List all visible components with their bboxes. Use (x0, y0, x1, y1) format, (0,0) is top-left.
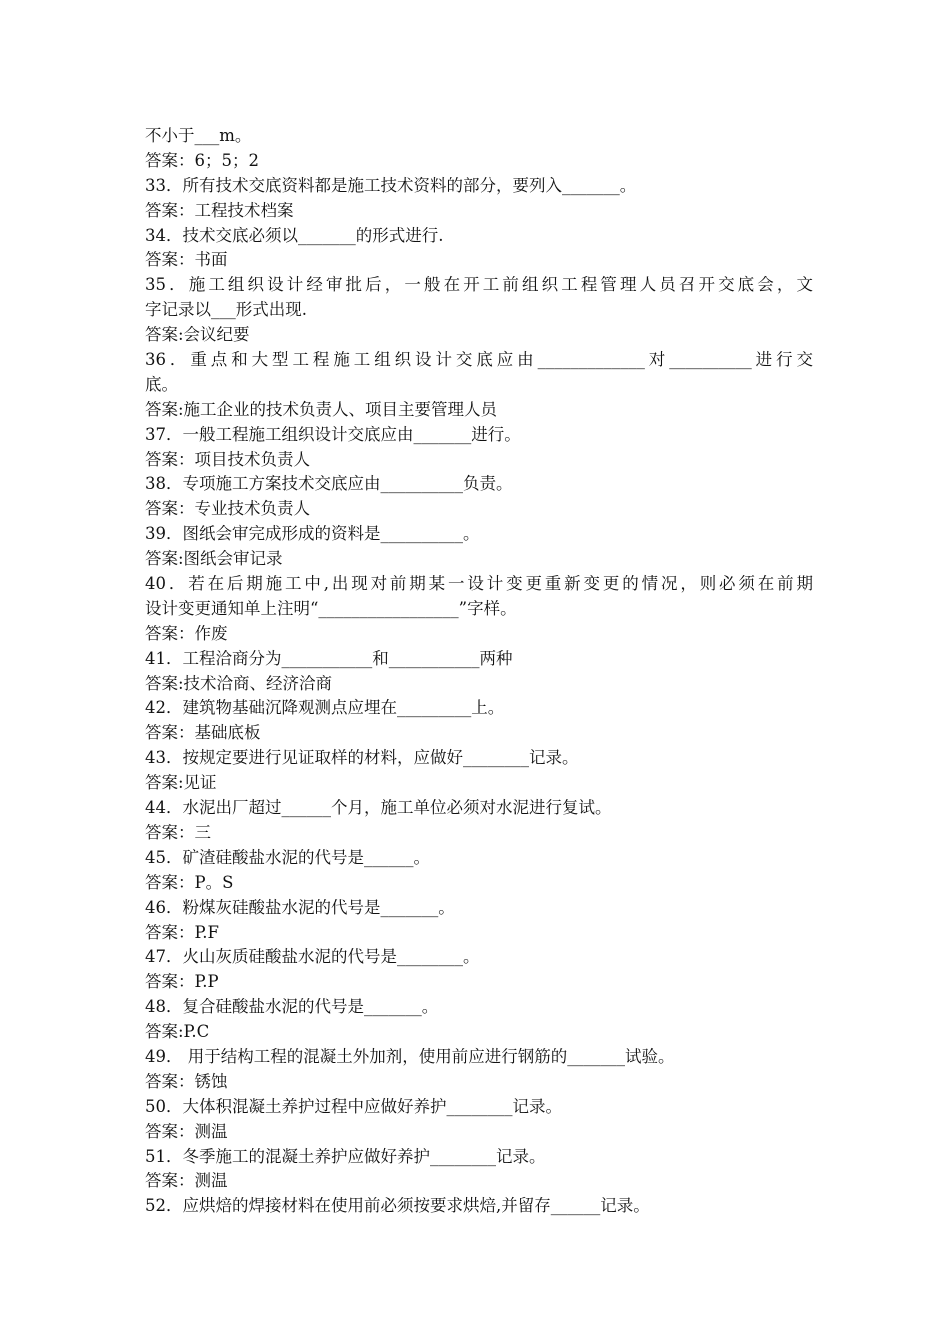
question-36-line-2: 底。 (145, 374, 178, 394)
question-46: 46．粉煤灰硅酸盐水泥的代号是_______。 (145, 897, 455, 917)
question-43: 43．按规定要进行见证取样的材料，应做好________记录。 (145, 748, 579, 768)
question-35 (145, 273, 813, 323)
answer-line: 答案：项目技术负责人 (145, 449, 310, 469)
question-40-line-1: 40．若在后期施工中,出现对前期某一设计变更重新变更的情况，则必须在前期 (145, 574, 813, 594)
question-51: 51．冬季施工的混凝土养护应做好养护________记录。 (145, 1146, 546, 1166)
answer-line: 答案：三 (145, 822, 211, 842)
answer-line: 答案：P。S (145, 872, 234, 892)
answer-line: 答案：工程技术档案 (145, 200, 294, 220)
answer-line: 答案：测温 (145, 1171, 228, 1191)
answer-line: 答案:见证 (145, 773, 217, 793)
text-line: 不小于___m。 (145, 126, 252, 145)
question-39: 39．图纸会审完成形成的资料是__________。 (145, 524, 480, 544)
answer-line: 答案:施工企业的技术负责人、项目主要管理人员 (145, 399, 498, 419)
question-36-line-1: 36．重点和大型工程施工组织设计交底应由_____________对__________进行交 (145, 350, 813, 370)
answer-line: 答案:P.C (145, 1022, 210, 1042)
question-41: 41．工程洽商分为___________和___________两种 (145, 648, 513, 668)
answer-line: 答案：基础底板 (145, 723, 261, 743)
question-37: 37．一般工程施工组织设计交底应由_______进行。 (145, 424, 521, 444)
question-34: 34．技术交底必须以_______的形式进行. (145, 225, 444, 245)
question-42: 42．建筑物基础沉降观测点应埋在_________上。 (145, 698, 505, 718)
answer-line: 答案：书面 (145, 250, 228, 270)
question-52: 52．应烘焙的焊接材料在使用前必须按要求烘焙,并留存______记录。 (145, 1196, 650, 1216)
question-40-line-2: 设计变更通知单上注明“_________________”字样。 (145, 598, 517, 618)
question-50: 50．大体积混凝土养护过程中应做好养护________记录。 (145, 1096, 562, 1116)
answer-line: 答案:会议纪要 (145, 325, 250, 345)
answer-line: 答案:图纸会审记录 (145, 549, 283, 569)
question-47: 47．火山灰质硅酸盐水泥的代号是________。 (145, 947, 480, 967)
answer-line: 答案：P.F (145, 922, 219, 942)
answer-line: 答案：锈蚀 (145, 1071, 228, 1091)
question-44: 44．水泥出厂超过______个月，施工单位必须对水泥进行复试。 (145, 798, 612, 818)
answer-line: 答案：作废 (145, 623, 228, 643)
question-35-line-2: 字记录以___形式出现. (145, 300, 307, 320)
answer-line: 答案：P.P (145, 972, 219, 992)
question-33: 33．所有技术交底资料都是施工技术资料的部分，要列入_______。 (145, 175, 637, 195)
answer-line: 答案:技术洽商、经济洽商 (145, 673, 333, 693)
answer-line: 答案：专业技术负责人 (145, 499, 310, 519)
question-40 (145, 572, 813, 622)
document-page (145, 124, 813, 1219)
answer-line: 答案：6；5；2 (145, 150, 259, 170)
question-45: 45．矿渣硅酸盐水泥的代号是______。 (145, 847, 430, 867)
question-35-line-1: 35．施工组织设计经审批后，一般在开工前组织工程管理人员召开交底会，文 (145, 275, 813, 295)
question-36 (145, 348, 813, 398)
question-49: 49． 用于结构工程的混凝土外加剂，使用前应进行钢筋的_______试验。 (145, 1046, 675, 1066)
answer-line: 答案：测温 (145, 1121, 228, 1141)
question-48: 48．复合硅酸盐水泥的代号是_______。 (145, 997, 439, 1017)
question-38: 38．专项施工方案技术交底应由__________负责。 (145, 474, 513, 494)
